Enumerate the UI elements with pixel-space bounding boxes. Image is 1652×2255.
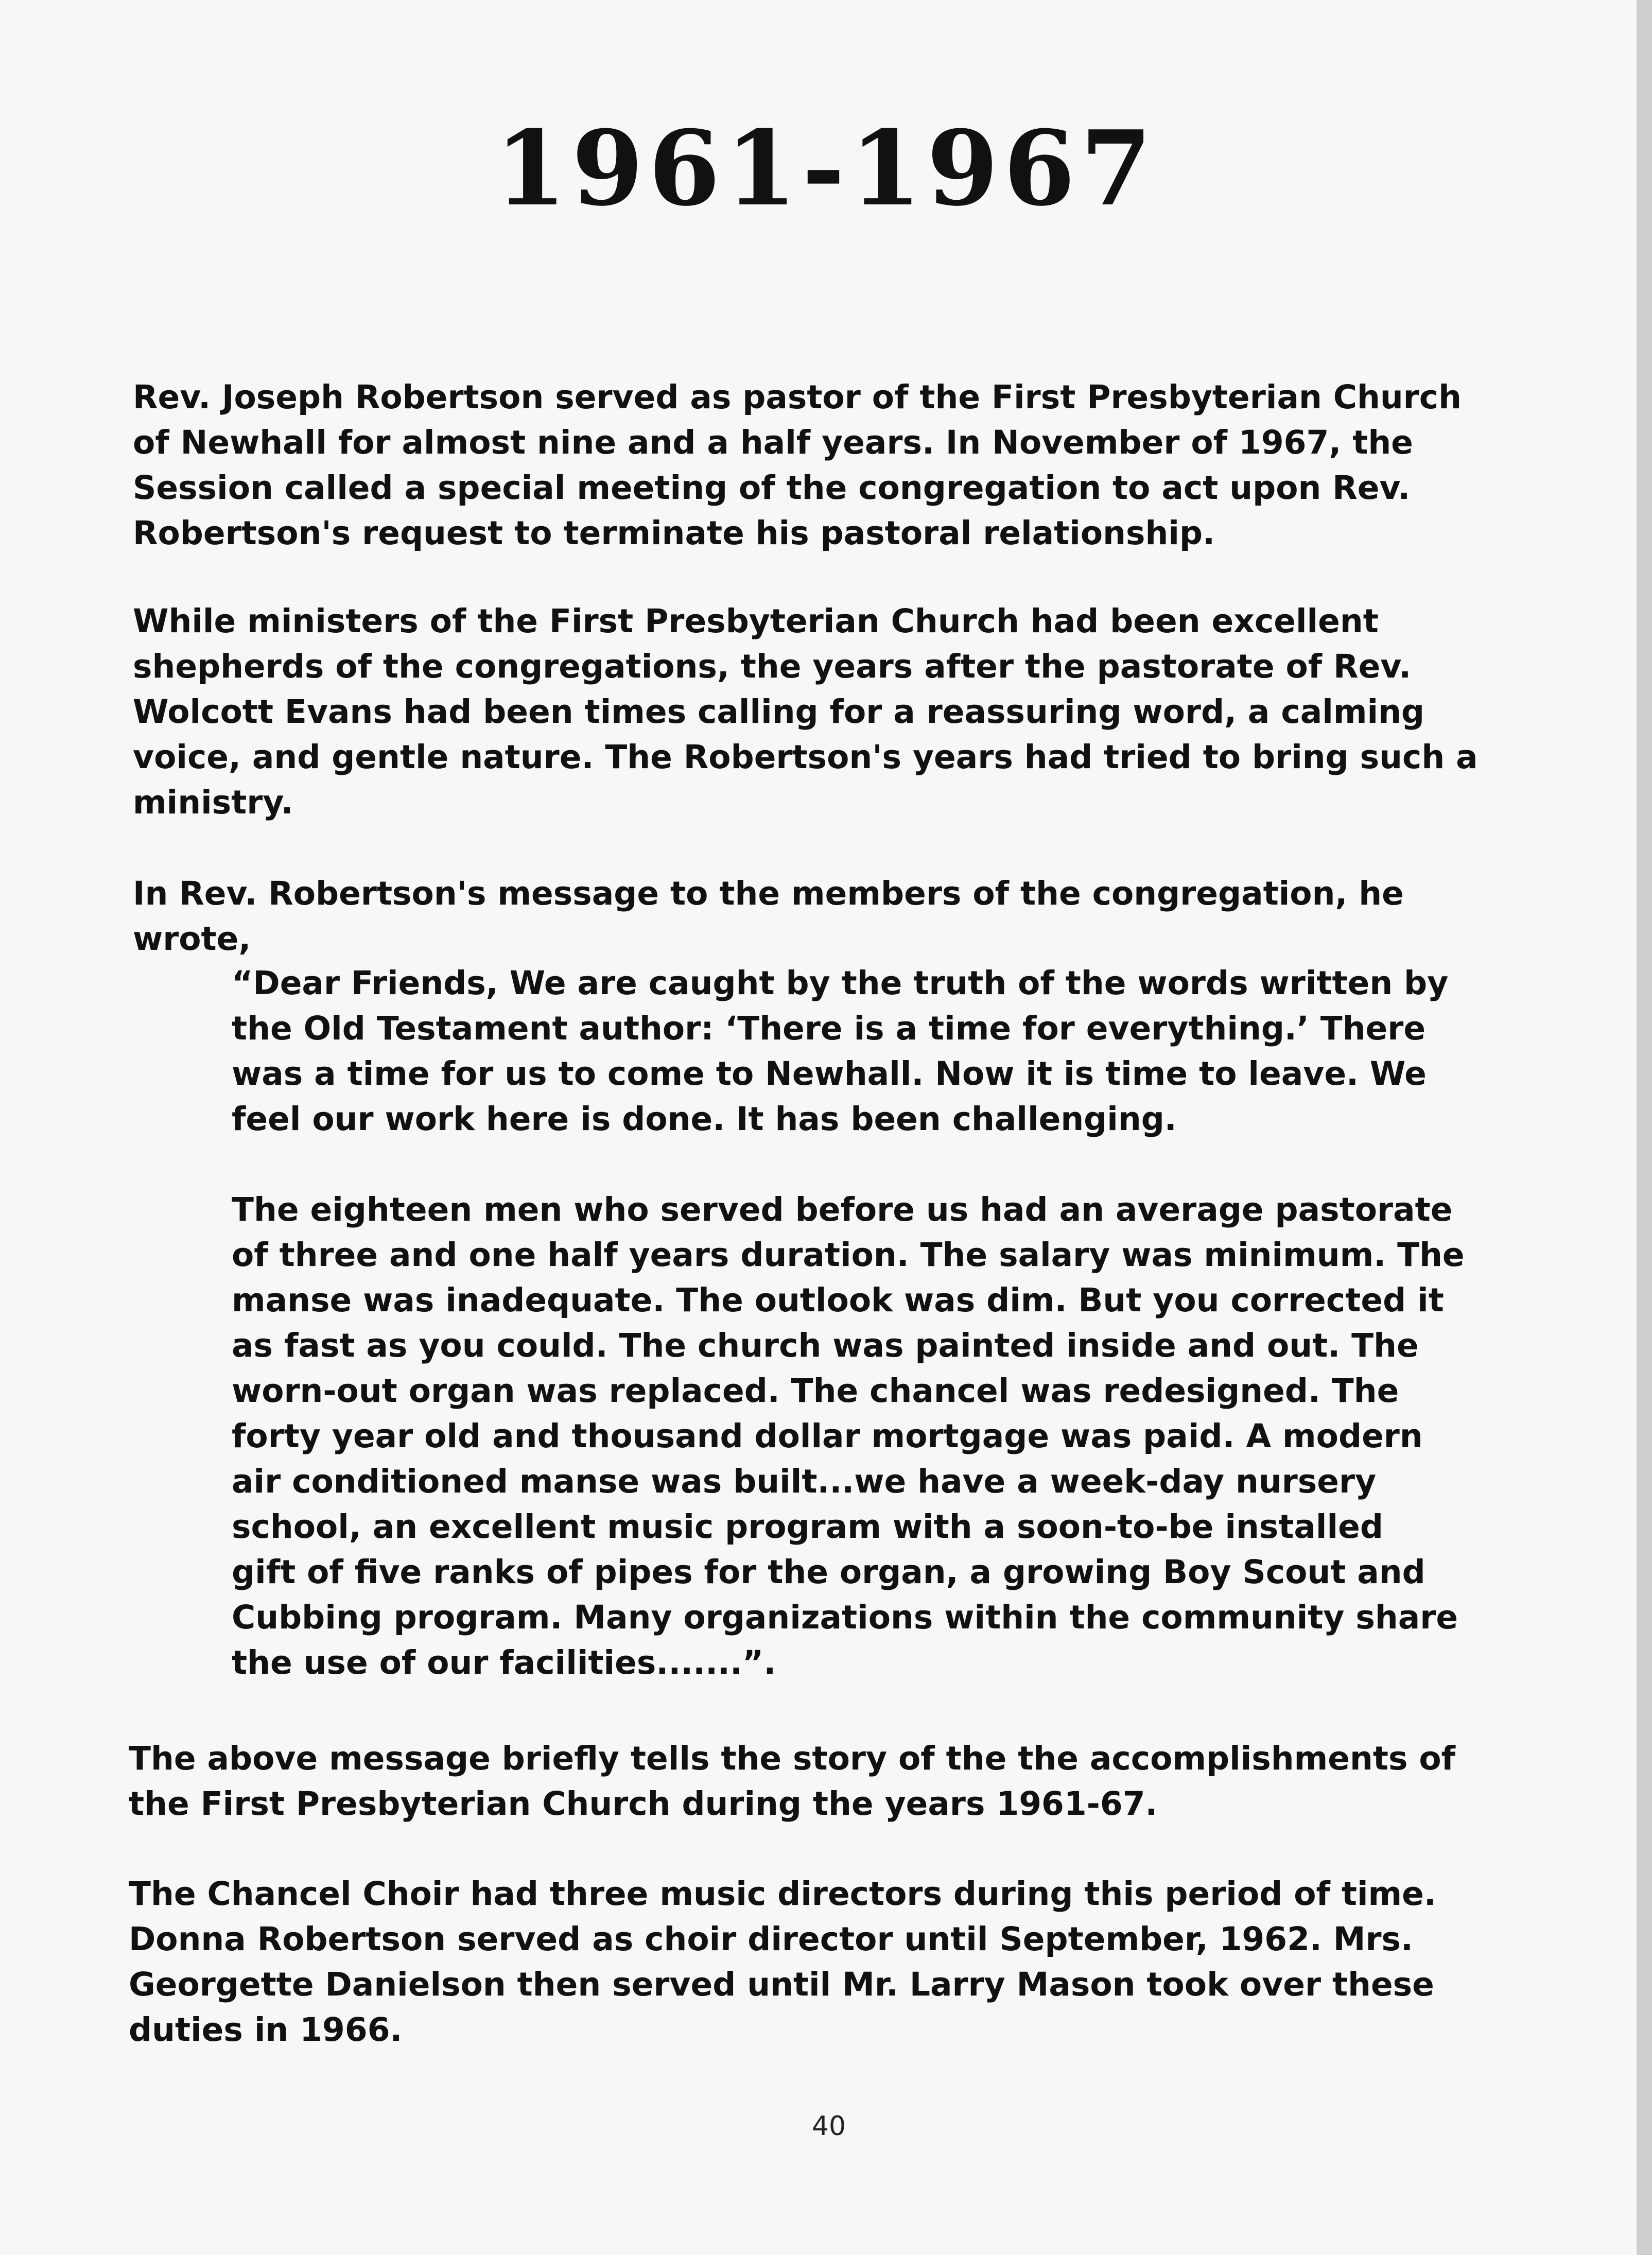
text-line: Georgette Danielson then served until Mr. Larry Mason took over these [129,1966,1434,2003]
text-line: the First Presbyterian Church during the years 1961-67. [129,1785,1158,1823]
scan-edge [1637,0,1652,2255]
page-title: 1961-1967 [495,108,1157,229]
text-line: Session called a special meeting of the congregation to act upon Rev. [133,469,1411,507]
quote-eighteen-men [232,1187,1465,1686]
text-line: air conditioned manse was built...we have a week-day nursery [232,1463,1377,1500]
text-line: feel our work here is done. It has been challenging. [232,1100,1177,1138]
paragraph-choir [129,1871,1436,2053]
text-line: the use of our facilities.......”. [232,1644,776,1681]
quote-dear-friends [232,961,1448,1142]
paragraph-message-intro [133,871,1404,962]
text-line: duties in 1966. [129,2011,403,2049]
text-line: manse was inadequate. The outlook was dim. But you corrected it [232,1281,1444,1319]
text-line: Robertson's request to terminate his pastoral relationship. [133,514,1215,552]
text-line: wrote, [133,920,251,958]
text-line: was a time for us to come to Newhall. Now it is time to leave. We [232,1055,1427,1092]
text-line: The eighteen men who served before us had an average pastorate [232,1191,1453,1228]
text-line: the Old Testament author: ‘There is a time for everything.’ There [232,1010,1426,1047]
text-line: of three and one half years duration. The salary was minimum. The [232,1236,1465,1274]
text-line: ministry. [133,784,293,821]
paragraph-ministers [133,599,1478,825]
text-line: worn-out organ was replaced. The chancel was redesigned. The [232,1372,1399,1410]
paragraph-summary [129,1736,1455,1827]
text-line: Wolcott Evans had been times calling for a reassuring word, a calming [133,693,1425,731]
page-number: 40 [811,2111,846,2142]
text-line: as fast as you could. The church was painted inside and out. The [232,1327,1419,1364]
text-line: forty year old and thousand dollar mortgage was paid. A modern [232,1417,1423,1455]
text-line: Rev. Joseph Robertson served as pastor of the First Presbyterian Church [133,378,1462,416]
text-line: The Chancel Choir had three music directors during this period of time. [129,1875,1436,1913]
text-line: school, an excellent music program with a soon-to-be installed [232,1508,1383,1546]
text-line: Donna Robertson served as choir director until September, 1962. Mrs. [129,1920,1413,1958]
text-line: shepherds of the congregations, the years after the pastorate of Rev. [133,648,1412,685]
text-line: gift of five ranks of pipes for the organ, a growing Boy Scout and [232,1553,1425,1591]
text-line: The above message briefly tells the story of the the accomplishments of [129,1740,1456,1777]
text-line: of Newhall for almost nine and a half years. In November of 1967, the [133,424,1413,461]
text-line: “Dear Friends, We are caught by the truth of the words written by [232,964,1449,1002]
text-line: In Rev. Robertson's message to the members of the congregation, he [133,875,1404,912]
text-line: voice, and gentle nature. The Robertson's years had tried to bring such a [133,738,1478,776]
text-line: While ministers of the First Presbyterian Church had been excellent [133,602,1379,640]
text-line: Cubbing program. Many organizations within the community share [232,1599,1458,1636]
paragraph-pastorate [133,375,1462,556]
